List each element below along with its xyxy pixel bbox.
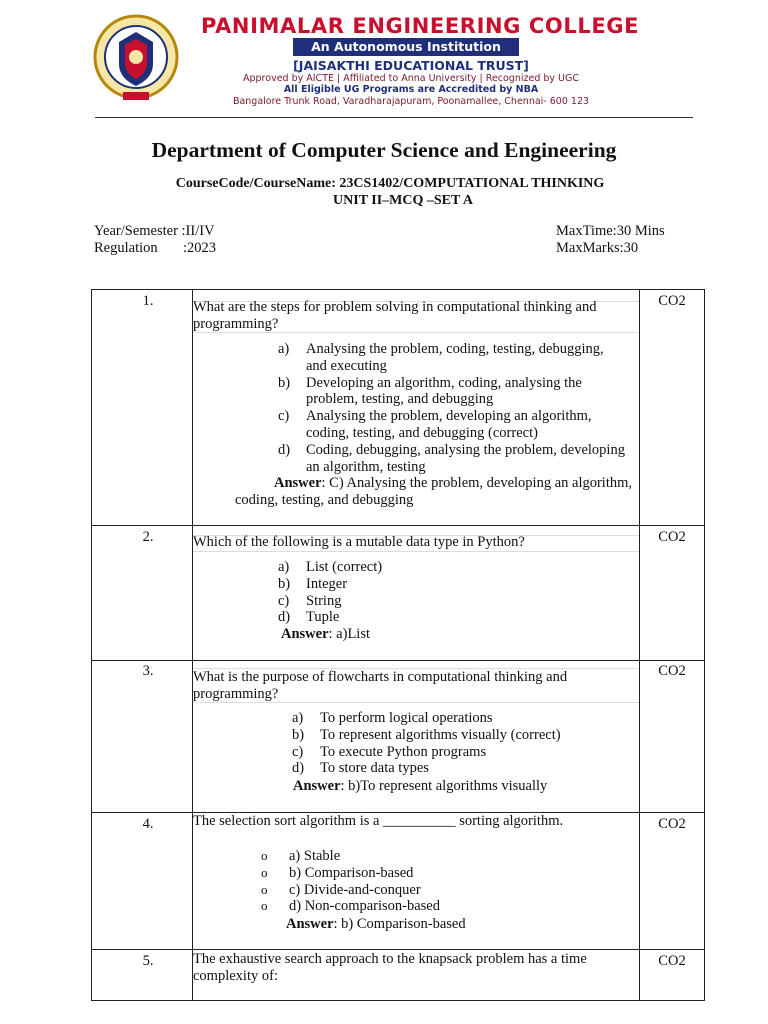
option-item xyxy=(261,882,561,899)
answer-text: : a)List xyxy=(328,626,371,642)
option-text: String xyxy=(306,592,342,609)
question-number: 4. xyxy=(142,816,154,832)
course-outcome: CO2 xyxy=(658,293,686,309)
unit-title: UNIT II–MCQ –SET A xyxy=(333,193,473,208)
option-item xyxy=(278,576,578,593)
options-list xyxy=(278,341,628,475)
option-item xyxy=(278,593,578,610)
option-text: a) Stable xyxy=(289,848,341,864)
college-seal-logo xyxy=(93,12,179,106)
option-text: Analysing the problem, coding, testing, debugging, and executing xyxy=(306,341,604,374)
option-text: Developing an algorithm, coding, analysing the problem, testing, and debugging xyxy=(306,374,582,408)
question-text: What are the steps for problem solving in computational thinking and programming? xyxy=(193,299,597,332)
approvals-line: Approved by AICTE | Affiliated to Anna University | Recognized by UGC xyxy=(243,73,579,84)
option-label: a) xyxy=(278,341,290,357)
option-label: b) xyxy=(278,575,291,592)
answer-label: Answer xyxy=(286,916,334,932)
option-text: Integer xyxy=(306,575,348,592)
option-text: d) Non-comparison-based xyxy=(289,898,440,915)
option-label: a) xyxy=(292,710,304,726)
answer-label: Answer xyxy=(293,778,341,794)
column-divider xyxy=(639,290,640,1000)
option-label: d) xyxy=(278,609,291,626)
address-line: Bangalore Trunk Road, Varadharajapuram, Poonamallee, Chennai- 600 123 xyxy=(232,96,590,107)
option-text: b) Comparison-based xyxy=(289,864,414,881)
option-label: c) xyxy=(292,743,304,760)
letterhead xyxy=(93,12,693,108)
option-item xyxy=(292,710,622,727)
max-time: MaxTime:30 Mins xyxy=(556,223,665,239)
course-outcome: CO2 xyxy=(658,529,686,545)
option-item xyxy=(278,341,628,375)
option-text: To execute Python programs xyxy=(320,743,487,760)
institution-tagline: An Autonomous Institution xyxy=(293,38,519,56)
cell-rule xyxy=(193,551,639,552)
answer-line xyxy=(235,475,635,509)
option-item xyxy=(278,375,628,409)
course-title: CourseCode/CourseName: 23CS1402/COMPUTATIONAL THINKING xyxy=(175,176,605,191)
column-divider xyxy=(192,290,193,1000)
options-list xyxy=(278,559,578,626)
answer-label: Answer xyxy=(274,475,322,491)
cell-rule xyxy=(193,702,639,703)
options-list xyxy=(292,710,622,777)
option-item xyxy=(261,898,561,915)
bullet-icon: o xyxy=(261,881,268,897)
course-outcome: CO2 xyxy=(658,953,686,969)
option-label: d) xyxy=(292,760,305,777)
answer-line xyxy=(293,778,547,795)
bullet-icon: o xyxy=(261,848,268,863)
option-item xyxy=(278,559,578,576)
answer-text: : C) Analysing the problem, developing an algorithm, coding, testing, and debugging xyxy=(235,475,633,508)
option-text: To represent algorithms visually (correct) xyxy=(320,726,561,743)
option-item xyxy=(278,408,628,442)
regulation: Regulation :2023 xyxy=(94,240,217,256)
option-text: c) Divide-and-conquer xyxy=(289,881,421,898)
option-item xyxy=(278,442,628,476)
question-number: 5. xyxy=(142,953,154,969)
department-title: Department of Computer Science and Engineering xyxy=(151,138,617,162)
course-outcome: CO2 xyxy=(658,663,686,679)
option-item xyxy=(292,744,622,761)
answer-label: Answer xyxy=(281,626,329,642)
institution-trust: [JAISAKTHI EDUCATIONAL TRUST] xyxy=(293,58,529,73)
option-item xyxy=(261,865,561,882)
institution-name: PANIMALAR ENGINEERING COLLEGE xyxy=(201,14,640,38)
option-label: c) xyxy=(278,408,290,425)
option-text: To store data types xyxy=(320,760,429,777)
option-text: Analysing the problem, developing an algorithm, coding, testing, and debugging (correct) xyxy=(306,408,592,441)
question-number: 1. xyxy=(142,293,154,309)
question-number: 3. xyxy=(142,663,154,679)
question-number: 2. xyxy=(142,529,154,545)
max-marks: MaxMarks:30 xyxy=(556,240,639,256)
question-text: The selection sort algorithm is a __________ sorting algorithm. xyxy=(193,813,564,829)
row-divider xyxy=(92,525,704,526)
option-text: To perform logical operations xyxy=(320,710,493,726)
option-label: a) xyxy=(278,559,290,575)
answer-line xyxy=(286,916,466,933)
bullet-icon: o xyxy=(261,864,268,880)
option-item xyxy=(261,848,561,865)
year-semester: Year/Semester :II/IV xyxy=(94,223,215,239)
answer-text: : b) Comparison-based xyxy=(333,916,466,932)
option-label: c) xyxy=(278,592,290,609)
option-item xyxy=(292,727,622,744)
option-item xyxy=(278,609,578,626)
question-table xyxy=(91,289,705,1001)
answer-text: : b)To represent algorithms visually xyxy=(340,778,548,794)
option-text: Coding, debugging, analysing the problem, developing an algorithm, testing xyxy=(306,441,625,475)
header-divider xyxy=(95,117,693,118)
question-text: Which of the following is a mutable data type in Python? xyxy=(193,534,525,550)
row-divider xyxy=(92,660,704,661)
option-item xyxy=(292,760,622,777)
option-text: Tuple xyxy=(306,609,340,626)
course-outcome: CO2 xyxy=(658,816,686,832)
accreditation-line: All Eligible UG Programs are Accredited by NBA xyxy=(283,84,539,95)
bullet-icon: o xyxy=(261,898,268,914)
options-list xyxy=(261,848,561,915)
option-label: b) xyxy=(278,374,291,391)
cell-rule xyxy=(193,332,639,333)
option-label: d) xyxy=(278,441,291,458)
question-text: What is the purpose of flowcharts in computational thinking and programming? xyxy=(193,669,568,702)
question-text: The exhaustive search approach to the knapsack problem has a time complexity of: xyxy=(193,951,587,984)
row-divider xyxy=(92,949,704,950)
option-label: b) xyxy=(292,726,305,743)
answer-line xyxy=(281,626,370,643)
option-text: List (correct) xyxy=(306,559,383,575)
